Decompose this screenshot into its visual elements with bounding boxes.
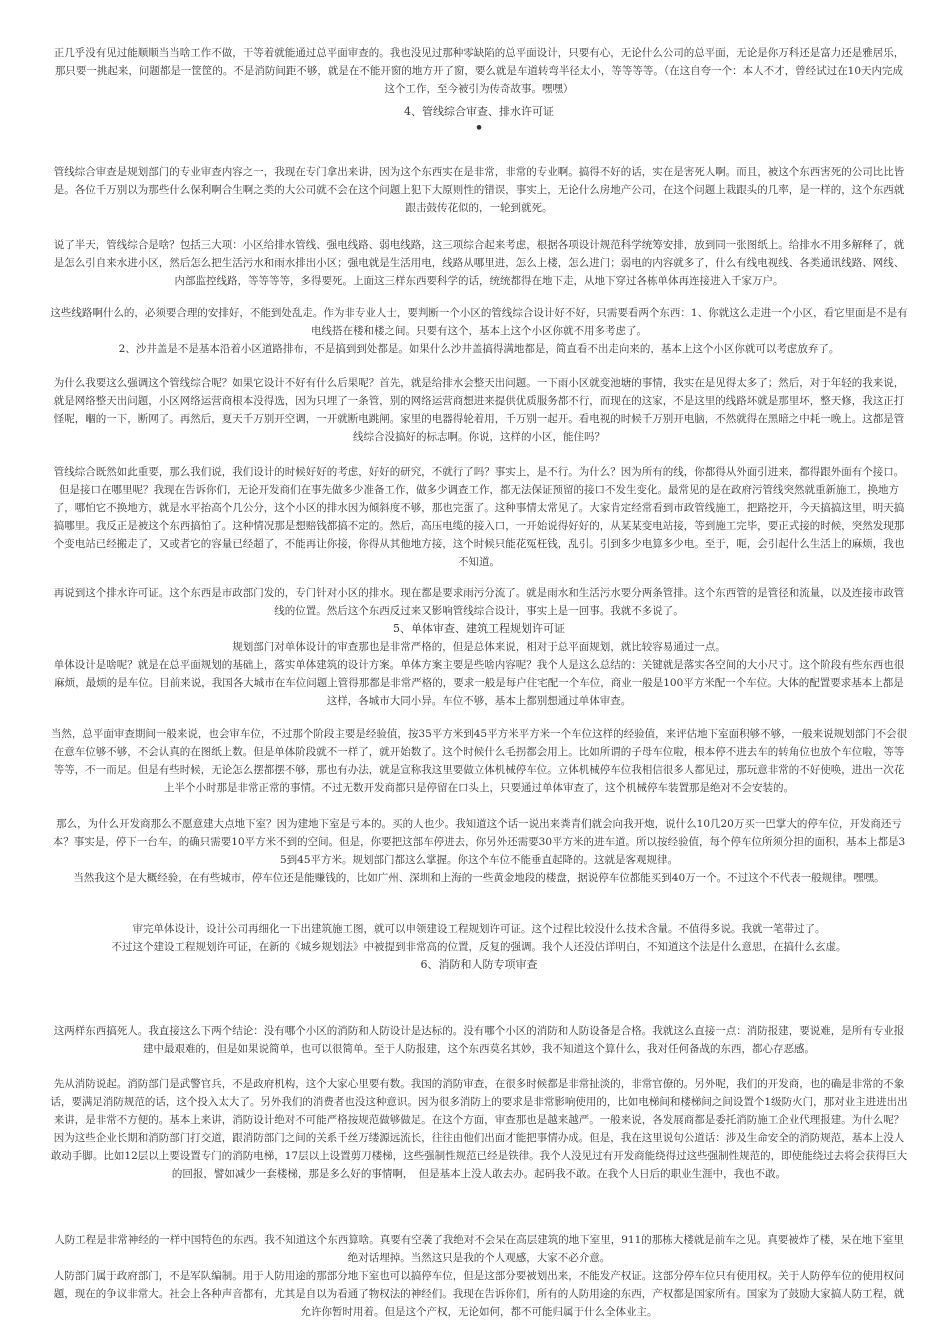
- section-heading-5: 5、单体审查、建筑工程规划许可证: [393, 622, 565, 635]
- paragraph-underground-cost: 那么，为什么开发商那么不愿意建大点地下室？因为建地下室是亏本的。买的人也少。我知道这个话一说出来粪青们就会向我开炮，说什么10几20万买一巴掌大的停车位，开发商还亏本？事实是，停下一台车，的确只需要10平方米不到的空间。但是，你要把这部车停进去，你另外还需要30平方米的进车道。所以按经验值，每个停车位所须分担的面积，基本上都是35到45平方米。规划部门都这么掌握。你这个车位不能垂直起降的。这就是客观规律。: [52, 818, 906, 866]
- paragraph-urban-rural-law: 不过这个建设工程规划许可证，在新的《城乡规划法》中被提到非常高的位置，反复的强调。我个人还没估详明白，不知道这个法是什么意思，在搞什么玄虚。: [111, 941, 847, 953]
- paragraph-planning-permit: 审完单体设计，设计公司再细化一下出建筑施工图，就可以申领建设工程规划许可证。这个过程比较没什么技术含量。不值得多说。我就一笔带过了。: [132, 923, 826, 935]
- paragraph-pipeline-consequences: 为什么我要这么强调这个管线综合呢？如果它设计不好有什么后果呢？首先，就是给排水会整天出问题。一下雨小区就变池塘的事情，我实在是见得太多了；然后，对于年轻的我来说，就是网络整天出问题，小区网络运营商根本没得选，因为只埋了一条管，别的网络运营商想进来提供优质服务都不行，而现在的这家，不是这里的线路坏就是那里坏，整天修，我这正打怪呢，嗰的一下，断网了。再然后，夏天千万别开空调，一开就断电跳闸。家里的电器得轮着用，千万别一起开。看电视的时候千万别开电脑，不然就得在黑暗之中耗一晚上。这都是管线综合没搞好的标志啊。你说，这样的小区，能住吗？: [53, 377, 905, 443]
- paragraph-pipeline-judgement-2: 2、沙井盖是不是基本沿着小区道路排布，不是搞到到处都是。如果什么沙井盖搞得满地都是，简直看不出走向来的，基本上这个小区你就可以考虑放弃了。: [118, 343, 840, 355]
- paragraph-single-building-review: 规划部门对单体设计的审查那也是非常严格的，但是总体来说，相对于总平面规划，就比较容易通过一点。: [232, 641, 726, 653]
- bullet-dot: •: [474, 121, 484, 136]
- paragraph-pipeline-interfaces: 管线综合既然如此重要，那么我们说，我们设计的时候好好的考虑，好好的研究，不就行了吗？事实上，是不行。为什么？因为所有的线，你都得从外面引进来，都得跟外面有个接口。但是接口在哪里呢？我现在告诉你们，无论开发商们在事先做多少准备工作，做多少调查工作，都无法保证预留的接口不发生变化。最常见的是在政府污管线突然就重新施工，换地方了，哪怕它不换地方，就是水平抬高个几公分，这个小区的排水因为倾斜度不够，那也完蛋了。这种事情太常见了。大家肯定经常看到市政管线施工，把路挖开，今天搞搞这里，明天搞搞哪里。我反正是被这个东西搞怕了。这种情况那是想赔钱都搞不定的。然后，高压电缆的接入口，一开始说得好好的，从某某变电站接，等到施工完毕，要正式接的时候，突然发现那个变电站已经搬走了，又或者它的容量已经超了，不能再让你接，你得从其他地方接，这个时候只能花冤枉钱，乱引。引到多少电算多少电。至于，呃，会引起什么生活上的麻烦，我也不知道。: [53, 466, 905, 568]
- paragraph-pipeline-judgement-1: 这些线路啊什么的，必须要合理的安排好，不能到处乱走。作为非专业人士，要判断一个小区的管线综合设计好不好，只需要看两个东西：1、你就这么走进一个小区，看它里面是不是有电线搭在楼和楼之间。只要有这个，基本上这个小区你就不用多考虑了。: [50, 307, 908, 337]
- section-heading-6: 6、消防和人防专项审查: [420, 958, 538, 971]
- section-heading-4: 4、管线综合审查、排水许可证: [404, 105, 554, 118]
- paragraph-fire-civil-defense-intro: 这两样东西搞死人。我直接这么下两个结论：没有哪个小区的消防和人防设计是达标的。没有哪个小区的消防和人防设备是合格。我就这么直接一点：消防报建，要说难，是所有专业报建中最艰难的，但是如果说简单，也可以很简单。至于人防报建，这个东西莫名其妙，我不知道这个算什么，我对任何备战的东西，都心存恶感。: [53, 1025, 905, 1055]
- paragraph-single-building-design: 单体设计是啥呢？就是在总平面规划的基础上，落实单体建筑的设计方案。单体方案主要是些啥内容呢？我个人是这么总结的：关键就是落实各空间的大小尺寸。这个阶段有些东西也很麻烦，最烦的是车位。目前来说，我国各大城市在车位问题上管得那都是非常严格的，要求一般是每户住宅配一个车位，商业一般是100平方米配一个车位。大体的配置要求基本上都是这样，各城市大同小异。车位不够，基本上都别想通过单体审查。: [53, 659, 905, 707]
- paragraph-civil-defense-2: 人防部门属于政府部门，不是军队编制。用于人防用途的那部分地下室也可以搞停车位，但是这部分要被划出来，不能发产权证。这部分停车位只有使用权。关于人防停车位的使用权问题，现在的争议非常大。社会上各种声音都有，尤其是自以为看通了物权法的神经们。我现在告诉你们，所有的人防用途的东西，产权都是国家所有。国家为了鼓励大家搞人防工程，就允许你暂时用着。但是这个产权，无论如何，都不可能归属于什么全体业主。: [53, 1270, 905, 1318]
- paragraph-parking-profit: 当然我这个是大概经验，在有些城市，停车位还是能赚钱的，比如广州、深圳和上海的一些黄金地段的楼盘，据说停车位都能买到40万一个。不过这个不代表一般规律。嘿嘿。: [73, 872, 885, 884]
- paragraph-pipeline-intro: 管线综合审查是规划部门的专业审查内容之一，我现在专门拿出来讲，因为这个东西实在是非常，非常的专业啊。搞得不好的话，实在是害死人啊。而且，被这个东西害死的公司比比皆是。各位千万别以为那些什么保利啊合生啊之类的大公司就不会在这个问题上犯下大原则性的错误，事实上，无论什么房地产公司，在这个问题上栽跟头的几率，是一样的，这个东西就跟击鼓传花似的，一轮到就死。: [53, 166, 905, 214]
- paragraph-fire-review: 先从消防说起。消防部门是武警官兵，不是政府机构，这个大家心里要有数。我国的消防审查，在很多时候都是非常扯淡的，非常官僚的。另外呢，我们的开发商，也的确是非常的不象话，要满足消防规范的话，这个投入太大了。另外我们的消费者也没这种意识。因为很多消防上的要求是非常影响使用的，比如电梯间和楼梯间之间设置个1级防火门，那对业主进进出出来讲，是非常不方便的。基本上来讲，消防设计绝对不可能严格按规范做够做足。在这个方面，审查那也是越来越严。一般来说，各发展商都是委托消防施工企业代理报建。为什么呢？因为这些企业长期和消防部门打交道，跟消防部门之间的关系千丝万缕源远流长，往往由他们出面才能把事情办成。但是，我在这里说句公道话：涉及生命安全的消防规范，基本上没人敢动手脚。比如12层以上要设置专门的消防电梯，17层以上设置剪刀楼梯，这些强制性规范已经是铁律。我个人没见过有开发商能绕得过这些强制性规范的，即使能绕过去将会获得巨大的回报，譬如减少一套楼梯，那是多么好的事情啊， 但是基本上没人敢去办。起码我不敢。在我个人日后的职业生涯中，我也不敢。: [50, 1078, 908, 1180]
- paragraph-civil-defense-1: 人防工程是非常神经的一样中国特色的东西。我不知道这个东西算啥。真要有空袭了我绝对不会呆在高层建筑的地下室里，911的那栋大楼就是前车之见。真要被炸了楼，呆在地下室里绝对话埋掉。当然这只是我的个人观感，大家不必介意。: [54, 1234, 904, 1264]
- paragraph-drainage-permit: 再说到这个排水许可证。这个东西是市政部门发的，专门针对小区的排水。现在都是要求雨污分流了。就是雨水和生活污水要分两条管排。这个东西管的是管径和流量，以及连接市政管线的位置。然后这个东西反过来又影响管线综合设计，事实上是一回事。我就不多说了。: [53, 587, 905, 617]
- paragraph-parking-review: 当然，总平面审查期间一般来说，也会审车位，不过那个阶段主要是经验值，按35平方米到45平方米平方米一个车位这样的经验值，来评估地下室面积够不够，一般来说规划部门不会很在意车位够不够，不会认真的在图纸上数。但是单体阶段就不一样了，就开始数了。这个时候什么毛拐都会用上。比如所谓的子母车位啦，根本停不进去车的转角位也放个车位啦，等等等等，不一而足。但是有些时候，无论怎么摆都摆不够，那也有办法，就是宣称我这里要做立体机械停车位。立体机械停车位我相信很多人都见过，那玩意非常的不好使唤，进出一次花上半个小时那是非常正常的事情。不过无数开发商都只是停留在口头上，只要通过单体审查了，这个机械停车装置那是绝对不会安装的。: [50, 728, 908, 794]
- paragraph-site-plan-review-end: 正几乎没有见过能顺顺当当啥工作不做，干等着就能通过总平面审查的。我也没见过那种零缺陷的总平面设计，只要有心，无论什么公司的总平面，无论是你万科还是富力还是雅居乐，那只要一挑起来，问题都是一筐筐的。不是消防间距不够，就是在不能开窗的地方开了窗，要么就是车道转弯半径太小，等等等等。（在这自夸一个：本人不才，曾经试过在10天内完成这个工作，至今被引为传奇故事。嘿嘿）: [53, 47, 905, 95]
- paragraph-pipeline-definition: 说了半天，管线综合是啥？包括三大项：小区给排水管线、强电线路、弱电线路，这三项综合起来考虑，根据各项设计规范科学统筹安排，放到同一张图纸上。给排水不用多解释了，就是怎么引自来水进小区，然后怎么把生活污水和雨水排出小区；强电就是生活用电，线路从哪里进，怎么上楼，怎么进门；弱电的内容就多了，什么有线电视线、各类通讯线路、网线、内部监控线路，等等等等，多得要死。上面这三样东西要科学的话，统统都得在地下走，从地下穿过各栋单体再连接进入千家万户。: [53, 239, 905, 287]
